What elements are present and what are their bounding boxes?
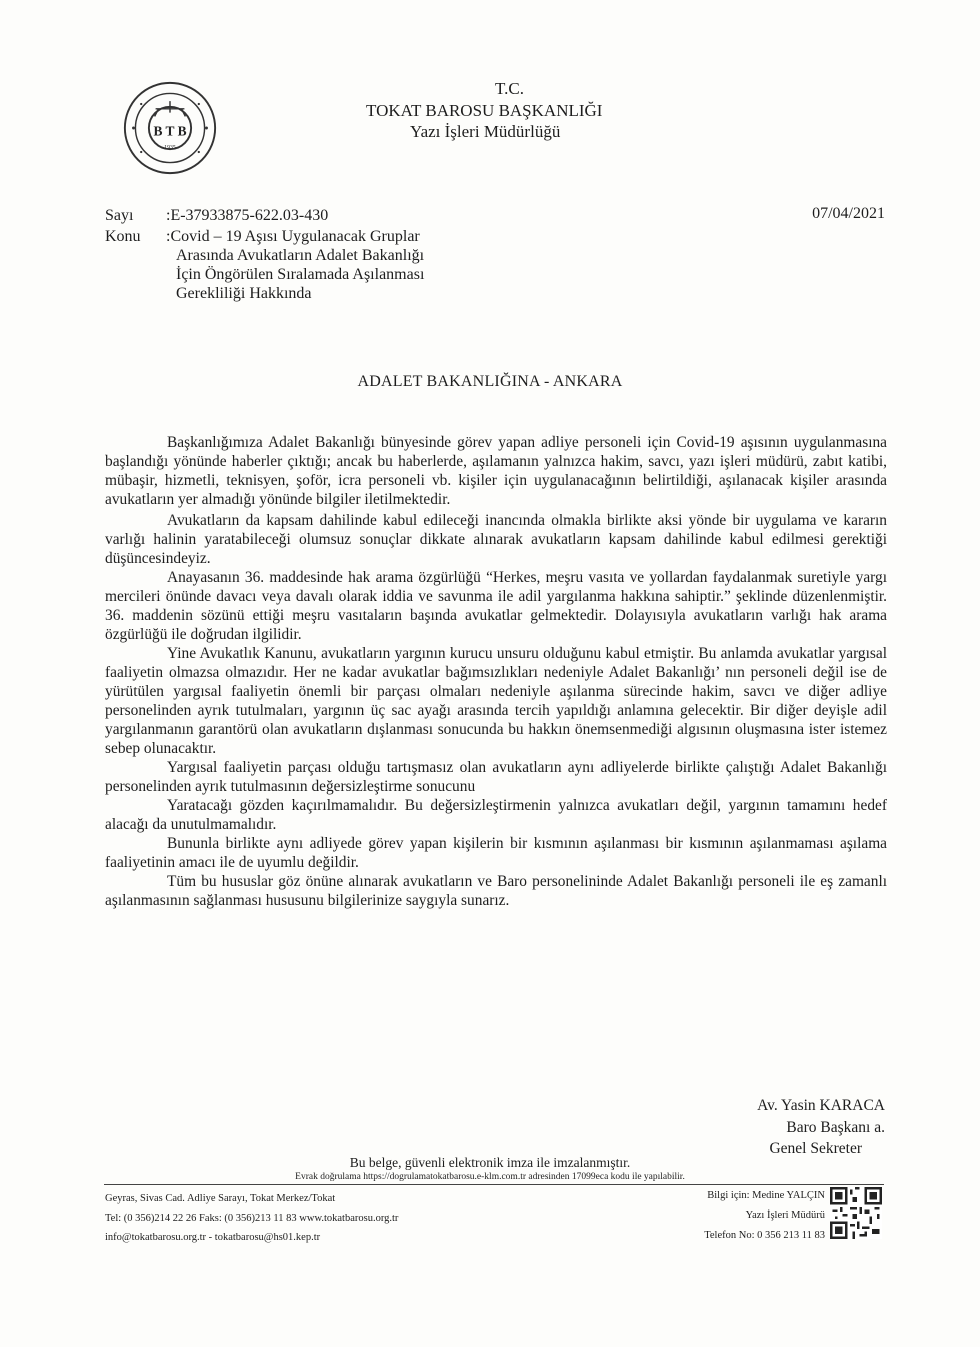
svg-text:1935: 1935 [164, 145, 176, 152]
header-country: T.C. [495, 79, 524, 98]
footer-contact: Bilgi için: Medine YALÇIN [707, 1190, 825, 1201]
esignature-note: Bu belge, güvenli elektronik imza ile imzalanmıştır. [349, 1155, 631, 1170]
body-paragraph: Tüm bu hususlar göz önüne alınarak avukatların ve Baro personelininde Adalet Bakanlığı personeli ile eş zamanlı aşılanmasının sağlanması hususunu bilgilerinize saygıyla sunarız. [105, 873, 887, 909]
footer-contact-phone: Telefon No: 0 356 213 11 83 [704, 1230, 825, 1241]
sayi-value: :E-37933875-622.03-430 [166, 207, 329, 224]
signatory-name: Av. Yasin KARACA [757, 1097, 885, 1114]
footer-phone: Tel: (0 356)214 22 26 Faks: (0 356)213 11 83 www.tokatbarosu.org.tr [105, 1213, 399, 1224]
header-organization: TOKAT BAROSU BAŞKANLIĞI [366, 101, 603, 120]
signatory-title: Genel Sekreter [769, 1140, 862, 1157]
bar-association-seal [122, 80, 218, 176]
svg-text:B T B: B T B [153, 123, 187, 139]
footer-divider [104, 1184, 884, 1185]
verification-note: Evrak doğrulama https://dogrulamatokatbarosu.e-klm.com.tr adresinden 17099eca kodu ile yapılabilir. [295, 1172, 685, 1182]
konu-line: Gerekliliği Hakkında [176, 285, 312, 302]
recipient-heading: ADALET BAKANLIĞINA - ANKARA [357, 373, 623, 390]
body-paragraph: Yargısal faaliyetin parçası olduğu tartışmasız olan avukatların aynı adliyelerde birlikte çalıştığı Adalet Bakanlığı personelinden ayrık tutulmasının değersizleştirme sonucunu [105, 759, 887, 795]
footer-email: info@tokatbarosu.org.tr - tokatbarosu@hs01.kep.tr [105, 1232, 321, 1243]
body-paragraph: Yaratacağı gözden kaçırılmamalıdır. Bu değersizleştirmenin yalnızca avukatları değil, yargının tamamını hedef alacağı da unutulmamalıdır. [105, 797, 887, 833]
body-paragraph: Yine Avukatlık Kanunu, avukatların yargının kurucu unsuru olduğunu kabul etmiştir. Bu anlamda avukatlar yargısal faaliyetin olmazsa olmazıdır. Her ne kadar avukatlar bağımsızlıkları nedeniyle Adalet Bakanlığı’ nın personeli değil ise de yürütülen yargısal faaliyetin önemli bir parçası olmaları nedeniyle aşılanma sürecinde hakim, savcı ve diğer adliye personelinden ayrık tutulmaları, yargının üç sac ayağı arasında tercih yapıldığı anlamına gelecektir. Bir diğer deyişle adil yargılanmanın garantörü olan avukatların dışlanması sonucunda bu hakkın önemsenmediği algısının oluşmasına ister istemez sebep olunacaktır. [105, 645, 887, 757]
qr-code [830, 1187, 882, 1239]
letter-body [105, 433, 887, 910]
konu-line: Arasında Avukatların Adalet Bakanlığı [176, 247, 425, 264]
document-date: 07/04/2021 [812, 205, 885, 222]
body-paragraph: Anayasanın 36. maddesinde hak arama özgürlüğü “Herkes, meşru vasıta ve yollardan faydalanmak suretiyle yargı mercileri önünde davacı veya davalı olarak iddia ve savunma ile adil yargılanma hakkına sahiptir.” şeklinde düzenlenmiştir. 36. maddenin sözünü ettiği meşru vasıtaların başında avukatlar gelmektedir. Dolayısıyla avukatların varlığı hak arama özgürlüğü ile doğrudan ilgilidir. [105, 569, 887, 643]
sayi-label: Sayı [105, 207, 134, 224]
signatory-title: Baro Başkanı a. [786, 1119, 885, 1136]
body-paragraph: Başkanlığımıza Adalet Bakanlığı bünyesinde görev yapan adliye personeli için Covid-19 aşısının uygulanmasına başlandığı yönünde haberler çıktığı; ancak bu haberlerde, aşılamanın yalnızca hakim, savcı, yazı işleri müdürü, zabıt katibi, mübaşir, hizmetli, teknisyen, şoför, icra personeli vb. kişiler için uygulanacağının belirtildiği, aşılanacak kişiler arasında avukatların yer almadığı yönünde bilgiler iletilmektedir. [105, 434, 887, 508]
konu-line: İçin Öngörülen Sıralamada Aşılanması [176, 266, 425, 283]
konu-line: :Covid – 19 Aşısı Uygulanacak Gruplar [166, 228, 420, 245]
footer-address: Geyras, Sivas Cad. Adliye Sarayı, Tokat Merkez/Tokat [105, 1193, 336, 1204]
header-department: Yazı İşleri Müdürlüğü [410, 122, 561, 141]
body-paragraph: Avukatların da kapsam dahilinde kabul edileceği inancında olmakla birlikte aksi yönde bir uygulama ve kararın varlığı halinin yaratabileceği olumsuz sonuçlar dikkate alınarak avukatların kapsam dahilinde kabul edilmesi gerektiği düşüncesindeyiz. [105, 512, 887, 567]
body-paragraph: Bununla birlikte aynı adliyede görev yapan kişilerin bir kısmının aşılanması bir kısmının aşılanmaması aşılama faaliyetinin amacı ile de uyumlu değildir. [105, 835, 887, 871]
konu-label: Konu [105, 228, 141, 245]
footer-contact-dept: Yazı İşleri Müdürü [745, 1210, 825, 1221]
